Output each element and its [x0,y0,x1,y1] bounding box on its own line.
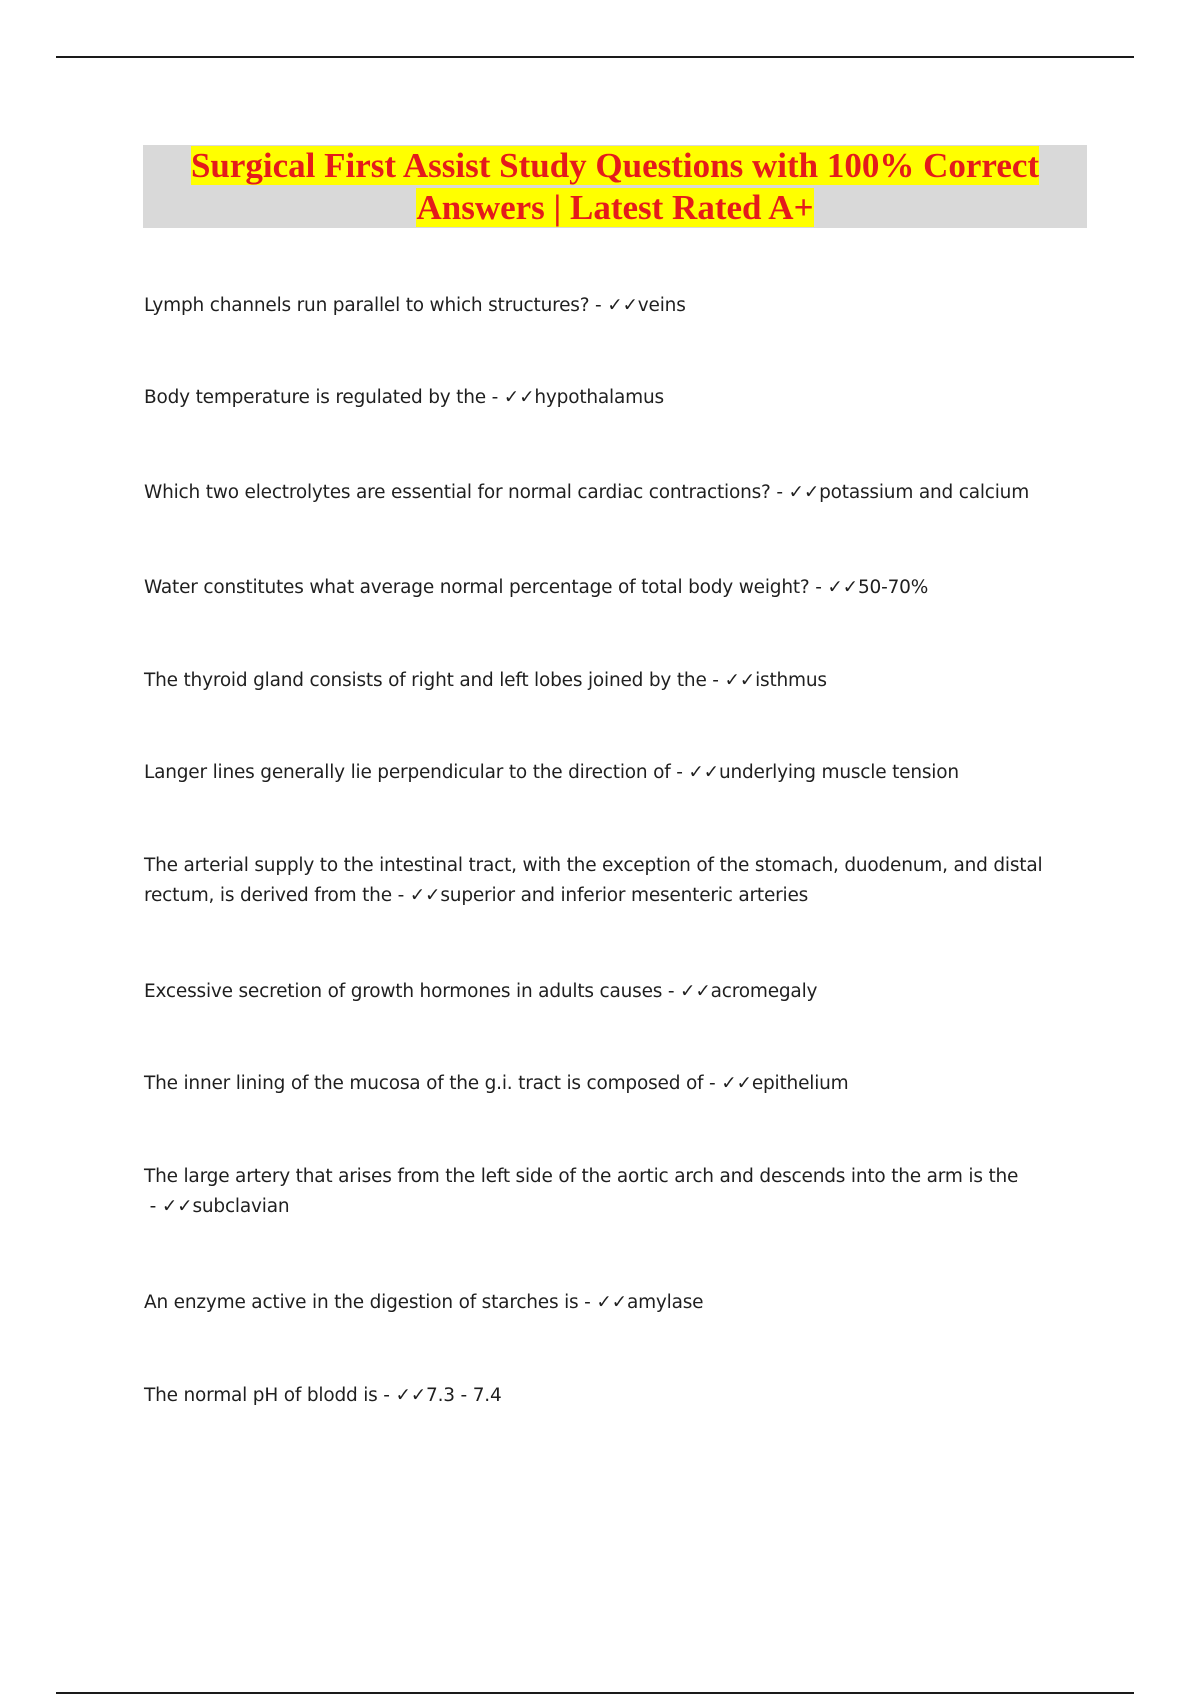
answer-text: underlying muscle tension [718,762,959,783]
qa-item [144,758,1044,788]
question-text: An enzyme active in the digestion of starches is [144,1292,579,1313]
answer-text: veins [637,295,686,316]
double-check-icon: ✓✓ [161,1196,193,1217]
separator: - [809,577,828,598]
question-text: The large artery that arises from the left side of the aortic arch and descends into the arm is the [144,1166,1019,1187]
answer-text: potassium and calcium [819,482,1030,503]
question-text: The arterial supply to the intestinal tract, with the exception of the stomach, duodenum, and distal rectum, is derived from the [144,855,1043,906]
answer-text: acromegaly [710,981,818,1002]
question-text: Water constitutes what average normal percentage of total body weight? [144,577,810,598]
double-check-icon: ✓✓ [688,762,719,783]
qa-item [144,977,1044,1007]
double-check-icon: ✓✓ [607,295,638,316]
double-check-icon: ✓✓ [409,885,441,906]
question-text: The thyroid gland consists of right and left lobes joined by the [144,670,707,691]
footer-rule [56,1692,1134,1694]
title-banner [143,145,1087,228]
answer-text: subclavian [192,1196,290,1217]
question-text: Langer lines generally lie perpendicular to the direction of [144,762,671,783]
double-check-icon: ✓✓ [788,482,820,503]
header-rule [56,56,1134,58]
qa-item [144,1381,1044,1411]
question-text: Which two electrolytes are essential for normal cardiac contractions? [144,482,771,503]
separator: - [770,482,789,503]
qa-item [144,478,1044,508]
question-text: Lymph channels run parallel to which structures? [144,295,590,316]
double-check-icon: ✓✓ [827,577,858,598]
qa-item [144,573,1044,603]
separator: - [706,670,725,691]
separator: - [391,885,410,906]
answer-text: hypothalamus [534,387,664,408]
answer-text: epithelium [751,1073,849,1094]
question-text: Excessive secretion of growth hormones in adults causes [144,981,663,1002]
question-text: The inner lining of the mucosa of the g.i. tract is composed of [144,1073,704,1094]
separator: - [703,1073,722,1094]
double-check-icon: ✓✓ [724,670,756,691]
answer-text: amylase [626,1292,704,1313]
answer-text: isthmus [755,670,827,691]
qa-item [144,1162,1044,1222]
qa-item [144,291,1044,321]
double-check-icon: ✓✓ [503,387,535,408]
separator: - [485,387,504,408]
separator: - [670,762,689,783]
answer-text: 7.3 - 7.4 [426,1385,502,1406]
double-check-icon: ✓✓ [721,1073,752,1094]
qa-item [144,851,1044,911]
double-check-icon: ✓✓ [395,1385,427,1406]
separator: - [377,1385,396,1406]
qa-item [144,666,1044,696]
question-text: The normal pH of blodd is [144,1385,378,1406]
qa-item [144,383,1044,413]
qa-item [144,1069,1044,1099]
separator: - [662,981,681,1002]
separator: - [589,295,608,316]
double-check-icon: ✓✓ [596,1292,627,1313]
answer-text: superior and inferior mesenteric arteries [440,885,809,906]
document-title: Surgical First Assist Study Questions with 100% Correct Answers | Latest Rated A+ [190,146,1040,227]
separator: - [578,1292,597,1313]
qa-item [144,1288,1044,1318]
separator: - [144,1196,162,1217]
answer-text: 50-70% [857,577,929,598]
double-check-icon: ✓✓ [680,981,711,1002]
question-text: Body temperature is regulated by the [144,387,486,408]
